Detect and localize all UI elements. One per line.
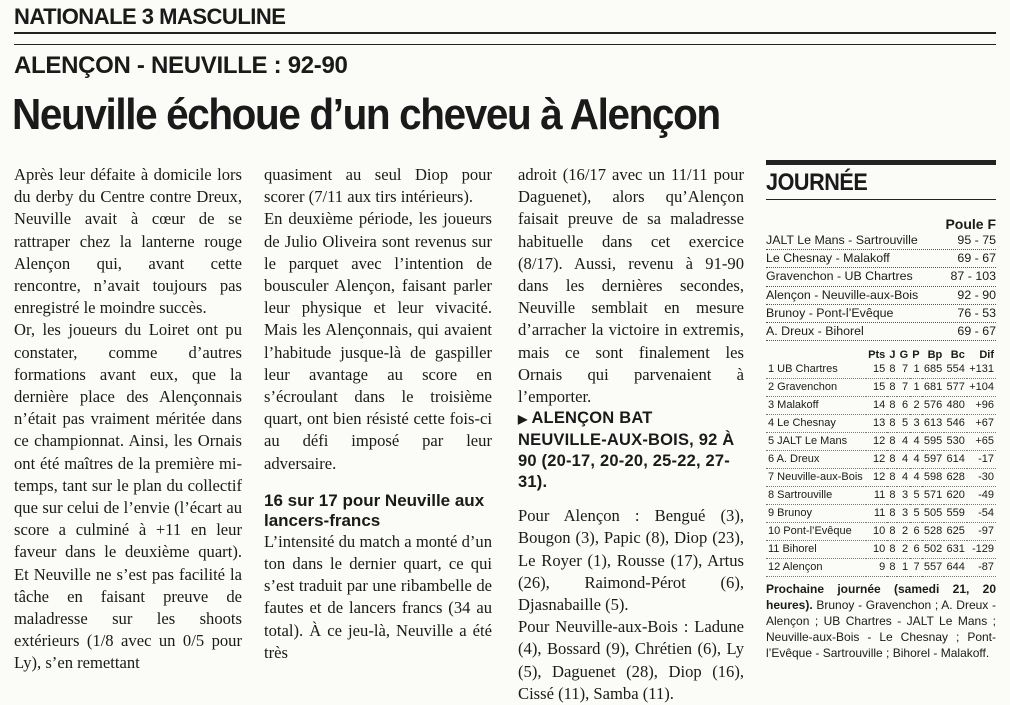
stat-cell: 559 bbox=[944, 505, 967, 523]
column-header: Bp bbox=[927, 349, 943, 362]
stat-cell: 8 bbox=[887, 433, 897, 451]
stat-cell: 11 bbox=[866, 487, 887, 505]
stat-cell: 4 bbox=[897, 433, 910, 451]
poule-label: Poule F bbox=[945, 216, 996, 232]
stat-cell: 577 bbox=[944, 379, 967, 397]
stat-cell: 4 bbox=[910, 469, 921, 487]
next-round-text: Brunoy - Gravenchon ; A. Dreux - Alençon ; UB Chartres - JALT Le Mans ; Neuville-aux-Bois - Le Chesnay ; Pont-l’Evêque - Sartrouville ; Bihorel - Malakoff. bbox=[766, 598, 996, 661]
column-3 bbox=[518, 164, 744, 705]
team-cell: 8 Sartrouville bbox=[766, 487, 866, 505]
result-row bbox=[766, 323, 996, 341]
paragraph: Or, les joueurs du Loiret ont pu constater, comme d’autres formations avant eux, que la dernière place des Alençonnais n’était pas vraiment méritée dans ce championnat. Ainsi, les Ornais ont été maîtres de la première mi-temps, tant sur le plan du collectif que sur celui de l’envie (l’écart au score a culminé à +11 en leur faveur dans le deuxième quart). Et Neuville ne s’est pas facilité la tâche en faisant preuve de maladresse sur les shoots extérieurs (1/8 avec un 0/5 pour Ly), s’en remettant bbox=[14, 320, 242, 673]
stat-cell: 613 bbox=[922, 415, 945, 433]
stat-cell: 644 bbox=[944, 559, 967, 577]
stat-cell: 628 bbox=[944, 469, 967, 487]
paragraph: adroit (16/17 avec un 11/11 pour Daguenet), alors qu’Alençon faisait preuve de sa maladresse habituelle dans cet exercice (8/17). Aussi, revenu à 91-90 dans les dernières secondes, Neuville semblait en mesure d’arracher la victoire in extremis, mais ce sont finalement les Ornais qui parvenaient à l’emporter. bbox=[518, 165, 744, 407]
result-row bbox=[766, 287, 996, 305]
stat-cell: 8 bbox=[887, 415, 897, 433]
stat-cell: 8 bbox=[887, 469, 897, 487]
stat-cell: 3 bbox=[897, 505, 910, 523]
stat-cell: 12 bbox=[866, 469, 887, 487]
stat-cell: +96 bbox=[967, 397, 996, 415]
team-cell: 3 Malakoff bbox=[766, 397, 866, 415]
table-row bbox=[766, 397, 996, 415]
scorers-neuville: Pour Neuville-aux-Bois : Ladune (4), Bossard (9), Chrétien (6), Ly (5), Daguenet (28), Diop (16), Cissé (11), Samba (11). bbox=[518, 617, 744, 703]
stat-cell: 5 bbox=[910, 487, 921, 505]
stat-cell: 597 bbox=[922, 451, 945, 469]
stat-cell: 546 bbox=[944, 415, 967, 433]
table-row bbox=[766, 361, 996, 379]
results-sidebar bbox=[766, 160, 996, 661]
table-row bbox=[766, 433, 996, 451]
team-cell: 5 JALT Le Mans bbox=[766, 433, 866, 451]
stat-cell: +131 bbox=[967, 361, 996, 379]
stat-cell: 3 bbox=[910, 415, 921, 433]
stat-cell: 8 bbox=[887, 451, 897, 469]
table-row bbox=[766, 379, 996, 397]
stat-cell: 598 bbox=[922, 469, 945, 487]
stat-cell: 505 bbox=[922, 505, 945, 523]
table-row bbox=[766, 415, 996, 433]
stat-cell: 685 bbox=[922, 361, 945, 379]
stat-cell: 502 bbox=[922, 541, 945, 559]
stat-cell: -87 bbox=[967, 559, 996, 577]
column-header: J bbox=[889, 349, 896, 362]
stat-cell: 571 bbox=[922, 487, 945, 505]
stat-cell: 1 bbox=[910, 361, 921, 379]
table-row bbox=[766, 523, 996, 541]
stat-cell: 4 bbox=[910, 433, 921, 451]
table-row bbox=[766, 469, 996, 487]
result-score: 87 - 103 bbox=[950, 269, 996, 284]
column-1 bbox=[14, 164, 242, 675]
stat-cell: 4 bbox=[897, 451, 910, 469]
table-row bbox=[766, 559, 996, 577]
result-score: 69 - 67 bbox=[957, 251, 996, 266]
score-line: ALENÇON - NEUVILLE : 92-90 bbox=[14, 52, 348, 79]
team-cell: 6 A. Dreux bbox=[766, 451, 866, 469]
stat-cell: 9 bbox=[866, 559, 887, 577]
next-round-title: Prochaine journée (samedi 21, 20 heures). bbox=[766, 582, 996, 613]
stat-cell: 7 bbox=[897, 361, 910, 379]
column-header: Dif bbox=[979, 349, 994, 362]
stat-cell: 631 bbox=[944, 541, 967, 559]
result-row bbox=[766, 305, 996, 323]
standings-header bbox=[766, 349, 996, 361]
result-row bbox=[766, 250, 996, 268]
stat-cell: 12 bbox=[866, 433, 887, 451]
stat-cell: 576 bbox=[922, 397, 945, 415]
stat-cell: 614 bbox=[944, 451, 967, 469]
stat-cell: 681 bbox=[922, 379, 945, 397]
paragraph: quasiment au seul Diop pour scorer (7/11 aux tirs intérieurs). bbox=[264, 165, 492, 207]
stat-cell: +67 bbox=[967, 415, 996, 433]
scorers-alencon: Pour Alençon : Bengué (3), Bougon (3), Papic (8), Diop (23), Le Royer (1), Rousse (17), Artus (26), Raimond-Pérot (6), Djasnabaille (5). bbox=[518, 506, 744, 615]
result-row bbox=[766, 268, 996, 286]
team-cell: 2 Gravenchon bbox=[766, 379, 866, 397]
stat-cell: +104 bbox=[967, 379, 996, 397]
stat-cell: 12 bbox=[866, 451, 887, 469]
stat-cell: 625 bbox=[944, 523, 967, 541]
paragraph: Après leur défaite à domicile lors du derby du Centre contre Dreux, Neuville avait à cœur de se rattraper chez la lanterne rouge Alençon qui, avant cette rencontre, n’avait toujours pas enregistré le moindre succès. bbox=[14, 165, 242, 318]
team-cell: 1 UB Chartres bbox=[766, 361, 866, 379]
result-match: JALT Le Mans - Sartrouville bbox=[766, 233, 918, 247]
stat-cell: 1 bbox=[910, 379, 921, 397]
match-verdict bbox=[518, 408, 744, 493]
sidebar-title: JOURNÉE bbox=[766, 169, 868, 196]
stat-cell: 4 bbox=[897, 469, 910, 487]
stat-cell: 8 bbox=[887, 379, 897, 397]
stat-cell: 554 bbox=[944, 361, 967, 379]
team-cell: 12 Alençon bbox=[766, 559, 866, 577]
column-2 bbox=[264, 164, 492, 664]
result-score: 92 - 90 bbox=[957, 287, 996, 302]
team-cell: 9 Brunoy bbox=[766, 505, 866, 523]
column-header: Pts bbox=[868, 349, 886, 362]
stat-cell: 7 bbox=[897, 379, 910, 397]
stat-cell: 2 bbox=[897, 523, 910, 541]
result-match: Le Chesnay - Malakoff bbox=[766, 251, 890, 266]
table-row bbox=[766, 541, 996, 559]
stat-cell: 10 bbox=[866, 541, 887, 559]
stat-cell: -54 bbox=[967, 505, 996, 523]
column-header: Bc bbox=[950, 349, 965, 362]
team-cell: 4 Le Chesnay bbox=[766, 415, 866, 433]
stat-cell: -17 bbox=[967, 451, 996, 469]
result-score: 95 - 75 bbox=[957, 233, 996, 247]
stat-cell: 8 bbox=[887, 559, 897, 577]
stat-cell: 11 bbox=[866, 505, 887, 523]
paragraph: L’intensité du match a monté d’un ton dans le dernier quart, ce qui s’est traduit par une ribambelle de fautes et de lancers francs (34 au total). À ce jeu-là, Neuville a été très bbox=[264, 531, 492, 662]
stat-cell: 15 bbox=[866, 379, 887, 397]
result-match: Brunoy - Pont-l’Evêque bbox=[766, 305, 894, 320]
paragraph: En deuxième période, les joueurs de Julio Oliveira sont revenus sur le parquet avec l’intention de bousculer Alençon, faisant parler leur physique et leur vivacité. Mais les Alençonnais, qui avaient l’habitude jusque-là de gaspiller leur avantage au score en s’écroulant dans le troisième quart, ont bien résisté cette fois-ci au défi imposé par leur adversaire. bbox=[264, 209, 492, 473]
stat-cell: 15 bbox=[866, 361, 887, 379]
stat-cell: 8 bbox=[887, 361, 897, 379]
stat-cell: 2 bbox=[897, 541, 910, 559]
stat-cell: 620 bbox=[944, 487, 967, 505]
sidebar-header bbox=[766, 160, 996, 200]
stat-cell: 3 bbox=[897, 487, 910, 505]
column-header: G bbox=[899, 349, 909, 362]
stat-cell: 8 bbox=[887, 397, 897, 415]
stat-cell: 530 bbox=[944, 433, 967, 451]
result-row bbox=[766, 232, 996, 250]
stat-cell: 557 bbox=[922, 559, 945, 577]
result-score: 76 - 53 bbox=[957, 305, 996, 320]
stat-cell: 6 bbox=[910, 541, 921, 559]
stat-cell: +65 bbox=[967, 433, 996, 451]
result-match: Gravenchon - UB Chartres bbox=[766, 269, 913, 284]
team-cell: 10 Pont-l’Evêque bbox=[766, 523, 866, 541]
table-row bbox=[766, 505, 996, 523]
triangle-icon: ▶ bbox=[518, 412, 528, 427]
stat-cell: -129 bbox=[967, 541, 996, 559]
rubric-rule-thin bbox=[14, 44, 996, 45]
stat-cell: 8 bbox=[887, 523, 897, 541]
stat-cell: 6 bbox=[897, 397, 910, 415]
verdict-text: ALENÇON BAT NEUVILLE-AUX-BOIS, 92 À 90 (20-17, 20-20, 25-22, 27-31). bbox=[518, 409, 735, 492]
table-row bbox=[766, 451, 996, 469]
stat-cell: 13 bbox=[866, 415, 887, 433]
stat-cell: 7 bbox=[910, 559, 921, 577]
stat-cell: -97 bbox=[967, 523, 996, 541]
rubric: NATIONALE 3 MASCULINE bbox=[14, 4, 286, 29]
stat-cell: 528 bbox=[922, 523, 945, 541]
stat-cell: 8 bbox=[887, 487, 897, 505]
result-score: 69 - 67 bbox=[957, 324, 996, 339]
stat-cell: -30 bbox=[967, 469, 996, 487]
stat-cell: 10 bbox=[866, 523, 887, 541]
stat-cell: 5 bbox=[897, 415, 910, 433]
stat-cell: 14 bbox=[866, 397, 887, 415]
stat-cell: 4 bbox=[910, 451, 921, 469]
subheading: 16 sur 17 pour Neuville aux lancers-francs bbox=[264, 490, 485, 530]
stat-cell: 5 bbox=[910, 505, 921, 523]
result-match: Alençon - Neuville-aux-Bois bbox=[766, 287, 919, 302]
results-list bbox=[766, 232, 996, 341]
stat-cell: 595 bbox=[922, 433, 945, 451]
table-row bbox=[766, 487, 996, 505]
result-match: A. Dreux - Bihorel bbox=[766, 324, 864, 339]
team-cell: 11 Bihorel bbox=[766, 541, 866, 559]
stat-cell: -49 bbox=[967, 487, 996, 505]
stat-cell: 480 bbox=[944, 397, 967, 415]
stat-cell: 8 bbox=[887, 505, 897, 523]
stat-cell: 8 bbox=[887, 541, 897, 559]
stat-cell: 6 bbox=[910, 523, 921, 541]
standings-table bbox=[766, 349, 996, 577]
team-header bbox=[766, 349, 866, 361]
headline: Neuville échoue d’un cheveu à Alençon bbox=[12, 90, 720, 139]
column-header: P bbox=[912, 349, 920, 362]
next-round bbox=[766, 581, 996, 661]
rubric-rule bbox=[14, 32, 996, 34]
stat-cell: 2 bbox=[910, 397, 921, 415]
team-cell: 7 Neuville-aux-Bois bbox=[766, 469, 866, 487]
stat-cell: 1 bbox=[897, 559, 910, 577]
